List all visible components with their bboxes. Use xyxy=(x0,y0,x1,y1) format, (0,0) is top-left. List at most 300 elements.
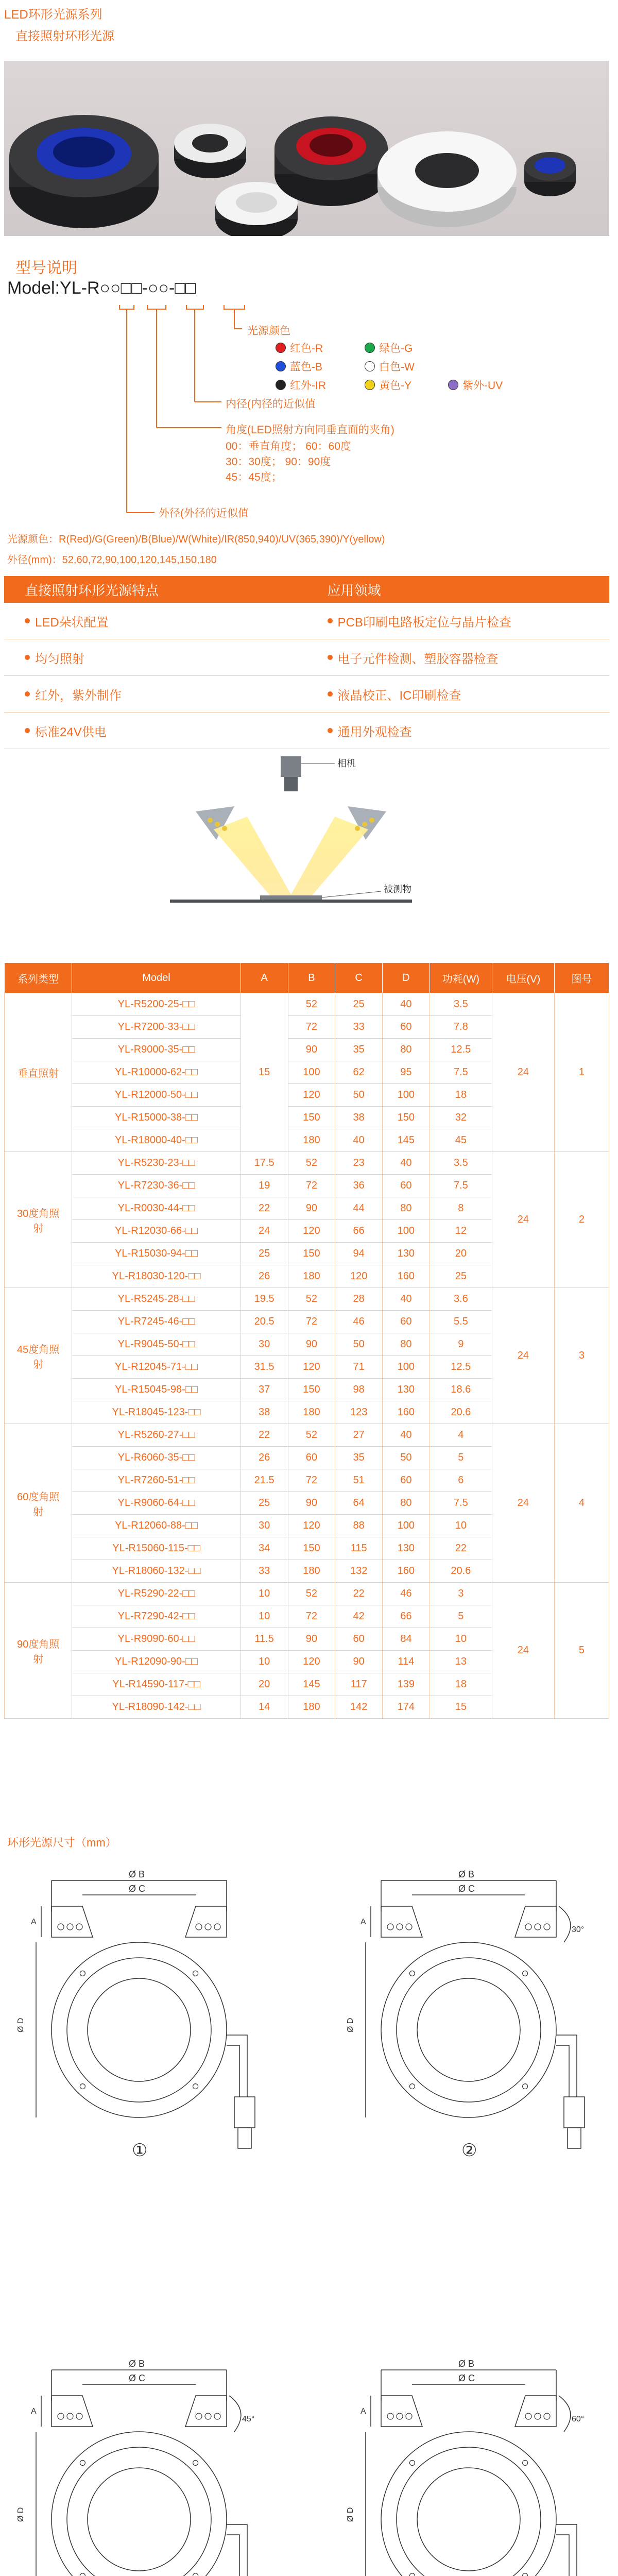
color-option-white xyxy=(365,359,415,374)
c-cell: 94 xyxy=(335,1243,383,1265)
color-dot-ir xyxy=(276,380,286,390)
b-cell: 72 xyxy=(288,1469,335,1492)
a-cell: 19 xyxy=(241,1175,288,1197)
power-cell: 5 xyxy=(430,1447,492,1469)
power-cell: 3.5 xyxy=(430,993,492,1016)
col-header: 系列类型 xyxy=(5,963,72,993)
power-cell: 3.5 xyxy=(430,1152,492,1175)
features-row xyxy=(4,676,609,713)
b-cell: 90 xyxy=(288,1197,335,1220)
power-cell: 22 xyxy=(430,1537,492,1560)
a-cell: 38 xyxy=(241,1401,288,1424)
dimensions-title: 环形光源尺寸（mm） xyxy=(7,1836,117,1849)
model-cell: YL-R9060-64-□□ xyxy=(72,1492,241,1515)
feature-item: 均匀照射 xyxy=(4,649,307,667)
color-label: 红外-IR xyxy=(290,380,326,392)
model-cell: YL-R9045-50-□□ xyxy=(72,1333,241,1356)
model-cell: YL-R18045-123-□□ xyxy=(72,1401,241,1424)
col-header: A xyxy=(241,963,288,993)
a-cell: 20 xyxy=(241,1673,288,1696)
dim-label-angle: 60° xyxy=(572,2415,585,2424)
table-row xyxy=(5,993,609,1016)
dimension-drawing-3 xyxy=(16,2359,255,2576)
model-code: Model:YL-R○○□□-○○-□□ xyxy=(7,278,196,298)
d-cell: 84 xyxy=(383,1628,430,1651)
dim-label-b: Ø B xyxy=(458,1869,475,1879)
color-option-uv xyxy=(448,377,503,393)
d-cell: 46 xyxy=(383,1583,430,1605)
c-cell: 98 xyxy=(335,1379,383,1401)
feature-item: LED朵状配置 xyxy=(4,612,307,630)
c-cell: 60 xyxy=(335,1628,383,1651)
d-cell: 80 xyxy=(383,1197,430,1220)
model-cell: YL-R18030-120-□□ xyxy=(72,1265,241,1288)
power-cell: 10 xyxy=(430,1515,492,1537)
a-cell: 19.5 xyxy=(241,1288,288,1311)
a-cell: 33 xyxy=(241,1560,288,1583)
b-cell: 72 xyxy=(288,1605,335,1628)
model-cell: YL-R10000-62-□□ xyxy=(72,1061,241,1084)
b-cell: 120 xyxy=(288,1084,335,1107)
b-cell: 72 xyxy=(288,1311,335,1333)
a-cell: 25 xyxy=(241,1243,288,1265)
model-cell: YL-R5230-23-□□ xyxy=(72,1152,241,1175)
b-cell: 120 xyxy=(288,1515,335,1537)
application-item: PCB印刷电路板定位与晶片检查 xyxy=(307,612,610,630)
spec-diameters: 外径(mm)：52,60,72,90,100,120,145,150,180 xyxy=(7,554,217,566)
a-cell: 31.5 xyxy=(241,1356,288,1379)
dim-label-a: A xyxy=(360,2407,366,2416)
model-cell: YL-R7230-36-□□ xyxy=(72,1175,241,1197)
power-cell: 15 xyxy=(430,1696,492,1719)
c-cell: 40 xyxy=(335,1129,383,1152)
b-cell: 52 xyxy=(288,993,335,1016)
d-cell: 174 xyxy=(383,1696,430,1719)
dim-label-d: Ø D xyxy=(16,2507,25,2522)
model-cell: YL-R15060-115-□□ xyxy=(72,1537,241,1560)
d-cell: 80 xyxy=(383,1039,430,1061)
power-cell: 25 xyxy=(430,1265,492,1288)
c-cell: 36 xyxy=(335,1175,383,1197)
color-option-ir xyxy=(276,377,326,393)
c-cell: 117 xyxy=(335,1673,383,1696)
d-cell: 60 xyxy=(383,1469,430,1492)
model-cell: YL-R7245-46-□□ xyxy=(72,1311,241,1333)
color-label: 红色-R xyxy=(290,343,323,354)
c-cell: 22 xyxy=(335,1583,383,1605)
power-cell: 18.6 xyxy=(430,1379,492,1401)
power-cell: 12.5 xyxy=(430,1356,492,1379)
a-cell: 17.5 xyxy=(241,1152,288,1175)
power-cell: 18 xyxy=(430,1673,492,1696)
features-left-header: 直接照射环形光源特点 xyxy=(25,582,159,598)
power-cell: 12.5 xyxy=(430,1039,492,1061)
d-cell: 139 xyxy=(383,1673,430,1696)
a-cell: 10 xyxy=(241,1605,288,1628)
power-cell: 7.5 xyxy=(430,1492,492,1515)
power-cell: 5 xyxy=(430,1605,492,1628)
application-item: 通用外观检查 xyxy=(307,722,610,740)
b-cell: 180 xyxy=(288,1560,335,1583)
a-cell: 15 xyxy=(241,993,288,1152)
ring-light-white-small xyxy=(174,124,246,178)
d-cell: 114 xyxy=(383,1651,430,1673)
c-cell: 42 xyxy=(335,1605,383,1628)
a-cell: 14 xyxy=(241,1696,288,1719)
power-cell: 7.5 xyxy=(430,1061,492,1084)
dim-label-angle: 45° xyxy=(242,2415,255,2424)
power-cell: 18 xyxy=(430,1084,492,1107)
c-cell: 38 xyxy=(335,1107,383,1129)
model-cell: YL-R18000-40-□□ xyxy=(72,1129,241,1152)
c-cell: 71 xyxy=(335,1356,383,1379)
model-cell: YL-R15030-94-□□ xyxy=(72,1243,241,1265)
series-type-cell: 垂直照射 xyxy=(5,993,72,1152)
model-cell: YL-R12090-90-□□ xyxy=(72,1651,241,1673)
power-cell: 3 xyxy=(430,1583,492,1605)
d-cell: 80 xyxy=(383,1333,430,1356)
b-cell: 52 xyxy=(288,1424,335,1447)
power-cell: 9 xyxy=(430,1333,492,1356)
a-cell: 30 xyxy=(241,1333,288,1356)
d-cell: 40 xyxy=(383,1152,430,1175)
power-cell: 45 xyxy=(430,1129,492,1152)
figure-cell: 3 xyxy=(554,1288,609,1424)
b-cell: 100 xyxy=(288,1061,335,1084)
d-cell: 100 xyxy=(383,1220,430,1243)
a-cell: 10 xyxy=(241,1583,288,1605)
dim-label-b: Ø B xyxy=(129,1869,145,1879)
b-cell: 180 xyxy=(288,1129,335,1152)
c-cell: 27 xyxy=(335,1424,383,1447)
power-cell: 7.8 xyxy=(430,1016,492,1039)
model-cell: YL-R12000-50-□□ xyxy=(72,1084,241,1107)
power-cell: 12 xyxy=(430,1220,492,1243)
figure-cell: 5 xyxy=(554,1583,609,1719)
d-cell: 160 xyxy=(383,1265,430,1288)
d-cell: 66 xyxy=(383,1605,430,1628)
b-cell: 150 xyxy=(288,1379,335,1401)
b-cell: 150 xyxy=(288,1537,335,1560)
color-option-blue xyxy=(276,359,322,374)
dim-label-a: A xyxy=(31,1918,37,1926)
figure-cell: 2 xyxy=(554,1152,609,1288)
c-cell: 51 xyxy=(335,1469,383,1492)
model-cell: YL-R6060-35-□□ xyxy=(72,1447,241,1469)
c-cell: 25 xyxy=(335,993,383,1016)
d-cell: 100 xyxy=(383,1084,430,1107)
dimension-drawing-4 xyxy=(346,2359,585,2576)
b-cell: 120 xyxy=(288,1356,335,1379)
b-cell: 52 xyxy=(288,1152,335,1175)
d-cell: 130 xyxy=(383,1537,430,1560)
b-cell: 120 xyxy=(288,1220,335,1243)
d-cell: 60 xyxy=(383,1016,430,1039)
d-cell: 80 xyxy=(383,1492,430,1515)
b-cell: 52 xyxy=(288,1583,335,1605)
ring-light-blue-small xyxy=(524,152,576,196)
d-cell: 150 xyxy=(383,1107,430,1129)
color-dot-white xyxy=(365,361,375,371)
power-cell: 5.5 xyxy=(430,1311,492,1333)
d-cell: 130 xyxy=(383,1379,430,1401)
features-header xyxy=(4,576,609,603)
dim-label-c: Ø C xyxy=(129,1884,146,1894)
object-label: 被测物 xyxy=(384,884,411,894)
model-cell: YL-R12060-88-□□ xyxy=(72,1515,241,1537)
b-cell: 90 xyxy=(288,1628,335,1651)
voltage-cell: 24 xyxy=(492,1152,554,1288)
c-cell: 120 xyxy=(335,1265,383,1288)
b-cell: 180 xyxy=(288,1401,335,1424)
b-cell: 90 xyxy=(288,1492,335,1515)
a-cell: 25 xyxy=(241,1492,288,1515)
features-row xyxy=(4,639,609,676)
c-cell: 35 xyxy=(335,1447,383,1469)
feature-item: 红外，紫外制作 xyxy=(4,685,307,703)
power-cell: 20.6 xyxy=(430,1560,492,1583)
power-cell: 32 xyxy=(430,1107,492,1129)
angle-line-1: 00：垂直角度； 60：60度 xyxy=(226,440,351,452)
outer-diameter-note: 外径(外径的近似值 xyxy=(159,507,249,519)
d-cell: 40 xyxy=(383,993,430,1016)
spec-colors: 光源颜色：R(Red)/G(Green)/B(Blue)/W(White)/IR(850,940)/UV(365,390)/Y(yellow) xyxy=(7,534,385,545)
color-dot-yellow xyxy=(365,380,375,390)
d-cell: 50 xyxy=(383,1447,430,1469)
model-cell: YL-R15000-38-□□ xyxy=(72,1107,241,1129)
b-cell: 120 xyxy=(288,1651,335,1673)
b-cell: 180 xyxy=(288,1696,335,1719)
d-cell: 160 xyxy=(383,1560,430,1583)
table-header-row xyxy=(5,963,609,993)
d-cell: 60 xyxy=(383,1175,430,1197)
d-cell: 145 xyxy=(383,1129,430,1152)
dim-label-b: Ø B xyxy=(129,2359,145,2369)
series-type-cell: 90度角照射 xyxy=(5,1583,72,1719)
spec-table xyxy=(4,962,609,1719)
color-dot-red xyxy=(276,343,286,353)
c-cell: 64 xyxy=(335,1492,383,1515)
a-cell: 30 xyxy=(241,1515,288,1537)
power-cell: 20 xyxy=(430,1243,492,1265)
color-dot-green xyxy=(365,343,375,353)
color-label: 绿色-G xyxy=(379,343,413,354)
model-cell: YL-R12030-66-□□ xyxy=(72,1220,241,1243)
feature-item: 标准24V供电 xyxy=(4,722,307,740)
model-cell: YL-R15045-98-□□ xyxy=(72,1379,241,1401)
dim-label-c: Ø C xyxy=(458,2373,475,2383)
c-cell: 88 xyxy=(335,1515,383,1537)
model-cell: YL-R14590-117-□□ xyxy=(72,1673,241,1696)
figure-cell: 4 xyxy=(554,1424,609,1583)
c-cell: 142 xyxy=(335,1696,383,1719)
power-cell: 6 xyxy=(430,1469,492,1492)
camera-icon xyxy=(281,756,301,777)
dim-label-c: Ø C xyxy=(129,2373,146,2383)
table-row xyxy=(5,1424,609,1447)
a-cell: 26 xyxy=(241,1447,288,1469)
series-type-cell: 45度角照射 xyxy=(5,1288,72,1424)
b-cell: 72 xyxy=(288,1016,335,1039)
angle-line-3: 45：45度； xyxy=(226,471,282,483)
d-cell: 160 xyxy=(383,1401,430,1424)
voltage-cell: 24 xyxy=(492,993,554,1152)
model-cell: YL-R18090-142-□□ xyxy=(72,1696,241,1719)
c-cell: 123 xyxy=(335,1401,383,1424)
model-cell: YL-R5245-28-□□ xyxy=(72,1288,241,1311)
color-label: 白色-W xyxy=(379,361,415,373)
col-header: 功耗(W) xyxy=(430,963,492,993)
a-cell: 24 xyxy=(241,1220,288,1243)
power-cell: 7.5 xyxy=(430,1175,492,1197)
product-photo xyxy=(4,61,609,236)
power-cell: 4 xyxy=(430,1424,492,1447)
series-subtitle: 直接照射环形光源 xyxy=(15,29,114,43)
b-cell: 145 xyxy=(288,1673,335,1696)
a-cell: 34 xyxy=(241,1537,288,1560)
series-type-cell: 60度角照射 xyxy=(5,1424,72,1583)
c-cell: 66 xyxy=(335,1220,383,1243)
dim-label-a: A xyxy=(31,2407,37,2416)
d-cell: 40 xyxy=(383,1288,430,1311)
color-option-yellow xyxy=(365,377,411,393)
series-title: LED环形光源系列 xyxy=(4,8,102,22)
model-cell: YL-R18060-132-□□ xyxy=(72,1560,241,1583)
model-cell: YL-R5200-25-□□ xyxy=(72,993,241,1016)
a-cell: 10 xyxy=(241,1651,288,1673)
power-cell: 10 xyxy=(430,1628,492,1651)
a-cell: 11.5 xyxy=(241,1628,288,1651)
ring-light-white-large xyxy=(377,131,517,227)
c-cell: 115 xyxy=(335,1537,383,1560)
power-cell: 20.6 xyxy=(430,1401,492,1424)
color-label: 紫外-UV xyxy=(462,380,503,392)
application-item: 电子元件检测、塑胶容器检查 xyxy=(307,649,610,667)
c-cell: 46 xyxy=(335,1311,383,1333)
dimension-drawings xyxy=(0,1855,618,2576)
c-cell: 62 xyxy=(335,1061,383,1084)
color-label: 蓝色-B xyxy=(290,361,322,373)
model-cell: YL-R9090-60-□□ xyxy=(72,1628,241,1651)
color-option-red xyxy=(276,340,323,355)
features-row xyxy=(4,603,609,639)
table-row xyxy=(5,1288,609,1311)
col-header: 图号 xyxy=(554,963,609,993)
power-cell: 3.6 xyxy=(430,1288,492,1311)
application-item: 液晶校正、IC印刷检查 xyxy=(307,685,610,703)
b-cell: 60 xyxy=(288,1447,335,1469)
b-cell: 72 xyxy=(288,1175,335,1197)
color-label: 黄色-Y xyxy=(379,380,411,392)
c-cell: 28 xyxy=(335,1288,383,1311)
b-cell: 180 xyxy=(288,1265,335,1288)
c-cell: 50 xyxy=(335,1084,383,1107)
dim-label-angle: 30° xyxy=(572,1925,585,1934)
table-row xyxy=(5,1152,609,1175)
a-cell: 37 xyxy=(241,1379,288,1401)
dim-label-d: Ø D xyxy=(346,2018,355,2032)
b-cell: 52 xyxy=(288,1288,335,1311)
camera-label: 相机 xyxy=(337,758,356,769)
col-header: B xyxy=(288,963,335,993)
illumination-diagram xyxy=(170,752,458,938)
dimension-drawing-2 xyxy=(346,1869,585,2160)
c-cell: 132 xyxy=(335,1560,383,1583)
model-cell: YL-R12045-71-□□ xyxy=(72,1356,241,1379)
dimension-drawing-1 xyxy=(16,1869,255,2160)
color-dot-uv xyxy=(448,380,458,390)
c-cell: 35 xyxy=(335,1039,383,1061)
model-section-title: 型号说明 xyxy=(15,260,77,277)
b-cell: 90 xyxy=(288,1333,335,1356)
voltage-cell: 24 xyxy=(492,1424,554,1583)
d-cell: 100 xyxy=(383,1356,430,1379)
model-cell: YL-R0030-44-□□ xyxy=(72,1197,241,1220)
figure-number: ② xyxy=(461,2141,477,2160)
voltage-cell: 24 xyxy=(492,1583,554,1719)
color-dot-blue xyxy=(276,361,286,371)
c-cell: 23 xyxy=(335,1152,383,1175)
features-row xyxy=(4,713,609,749)
a-cell: 20.5 xyxy=(241,1311,288,1333)
col-header: C xyxy=(335,963,383,993)
dim-label-c: Ø C xyxy=(458,1884,475,1894)
series-type-cell: 30度角照射 xyxy=(5,1152,72,1288)
col-header: Model xyxy=(72,963,241,993)
c-cell: 50 xyxy=(335,1333,383,1356)
b-cell: 150 xyxy=(288,1107,335,1129)
b-cell: 150 xyxy=(288,1243,335,1265)
d-cell: 60 xyxy=(383,1311,430,1333)
model-cell: YL-R5260-27-□□ xyxy=(72,1424,241,1447)
a-cell: 21.5 xyxy=(241,1469,288,1492)
color-option-green xyxy=(365,340,413,355)
c-cell: 90 xyxy=(335,1651,383,1673)
d-cell: 40 xyxy=(383,1424,430,1447)
features-right-header: 应用领域 xyxy=(327,582,381,598)
power-cell: 8 xyxy=(430,1197,492,1220)
figure-number: ① xyxy=(132,2141,148,2160)
col-header: 电压(V) xyxy=(492,963,554,993)
dim-label-a: A xyxy=(360,1918,366,1926)
c-cell: 33 xyxy=(335,1016,383,1039)
ring-light-red xyxy=(274,116,388,206)
light-color-title: 光源颜色 xyxy=(247,325,290,337)
features-table xyxy=(4,576,609,749)
d-cell: 100 xyxy=(383,1515,430,1537)
a-cell: 22 xyxy=(241,1197,288,1220)
a-cell: 26 xyxy=(241,1265,288,1288)
d-cell: 130 xyxy=(383,1243,430,1265)
col-header: D xyxy=(383,963,430,993)
a-cell: 22 xyxy=(241,1424,288,1447)
model-cell: YL-R7260-51-□□ xyxy=(72,1469,241,1492)
inner-diameter-note: 内径(内径的近似值 xyxy=(226,398,316,410)
model-cell: YL-R7200-33-□□ xyxy=(72,1016,241,1039)
angle-line-2: 30：30度； 90：90度 xyxy=(226,456,331,468)
dim-label-b: Ø B xyxy=(458,2359,475,2369)
model-cell: YL-R5290-22-□□ xyxy=(72,1583,241,1605)
model-cell: YL-R9000-35-□□ xyxy=(72,1039,241,1061)
d-cell: 95 xyxy=(383,1061,430,1084)
voltage-cell: 24 xyxy=(492,1288,554,1424)
figure-cell: 1 xyxy=(554,993,609,1152)
c-cell: 44 xyxy=(335,1197,383,1220)
dim-label-d: Ø D xyxy=(346,2507,355,2522)
angle-title: 角度(LED照射方向同垂直面的夹角) xyxy=(226,424,394,436)
model-cell: YL-R7290-42-□□ xyxy=(72,1605,241,1628)
dim-label-d: Ø D xyxy=(16,2018,25,2032)
